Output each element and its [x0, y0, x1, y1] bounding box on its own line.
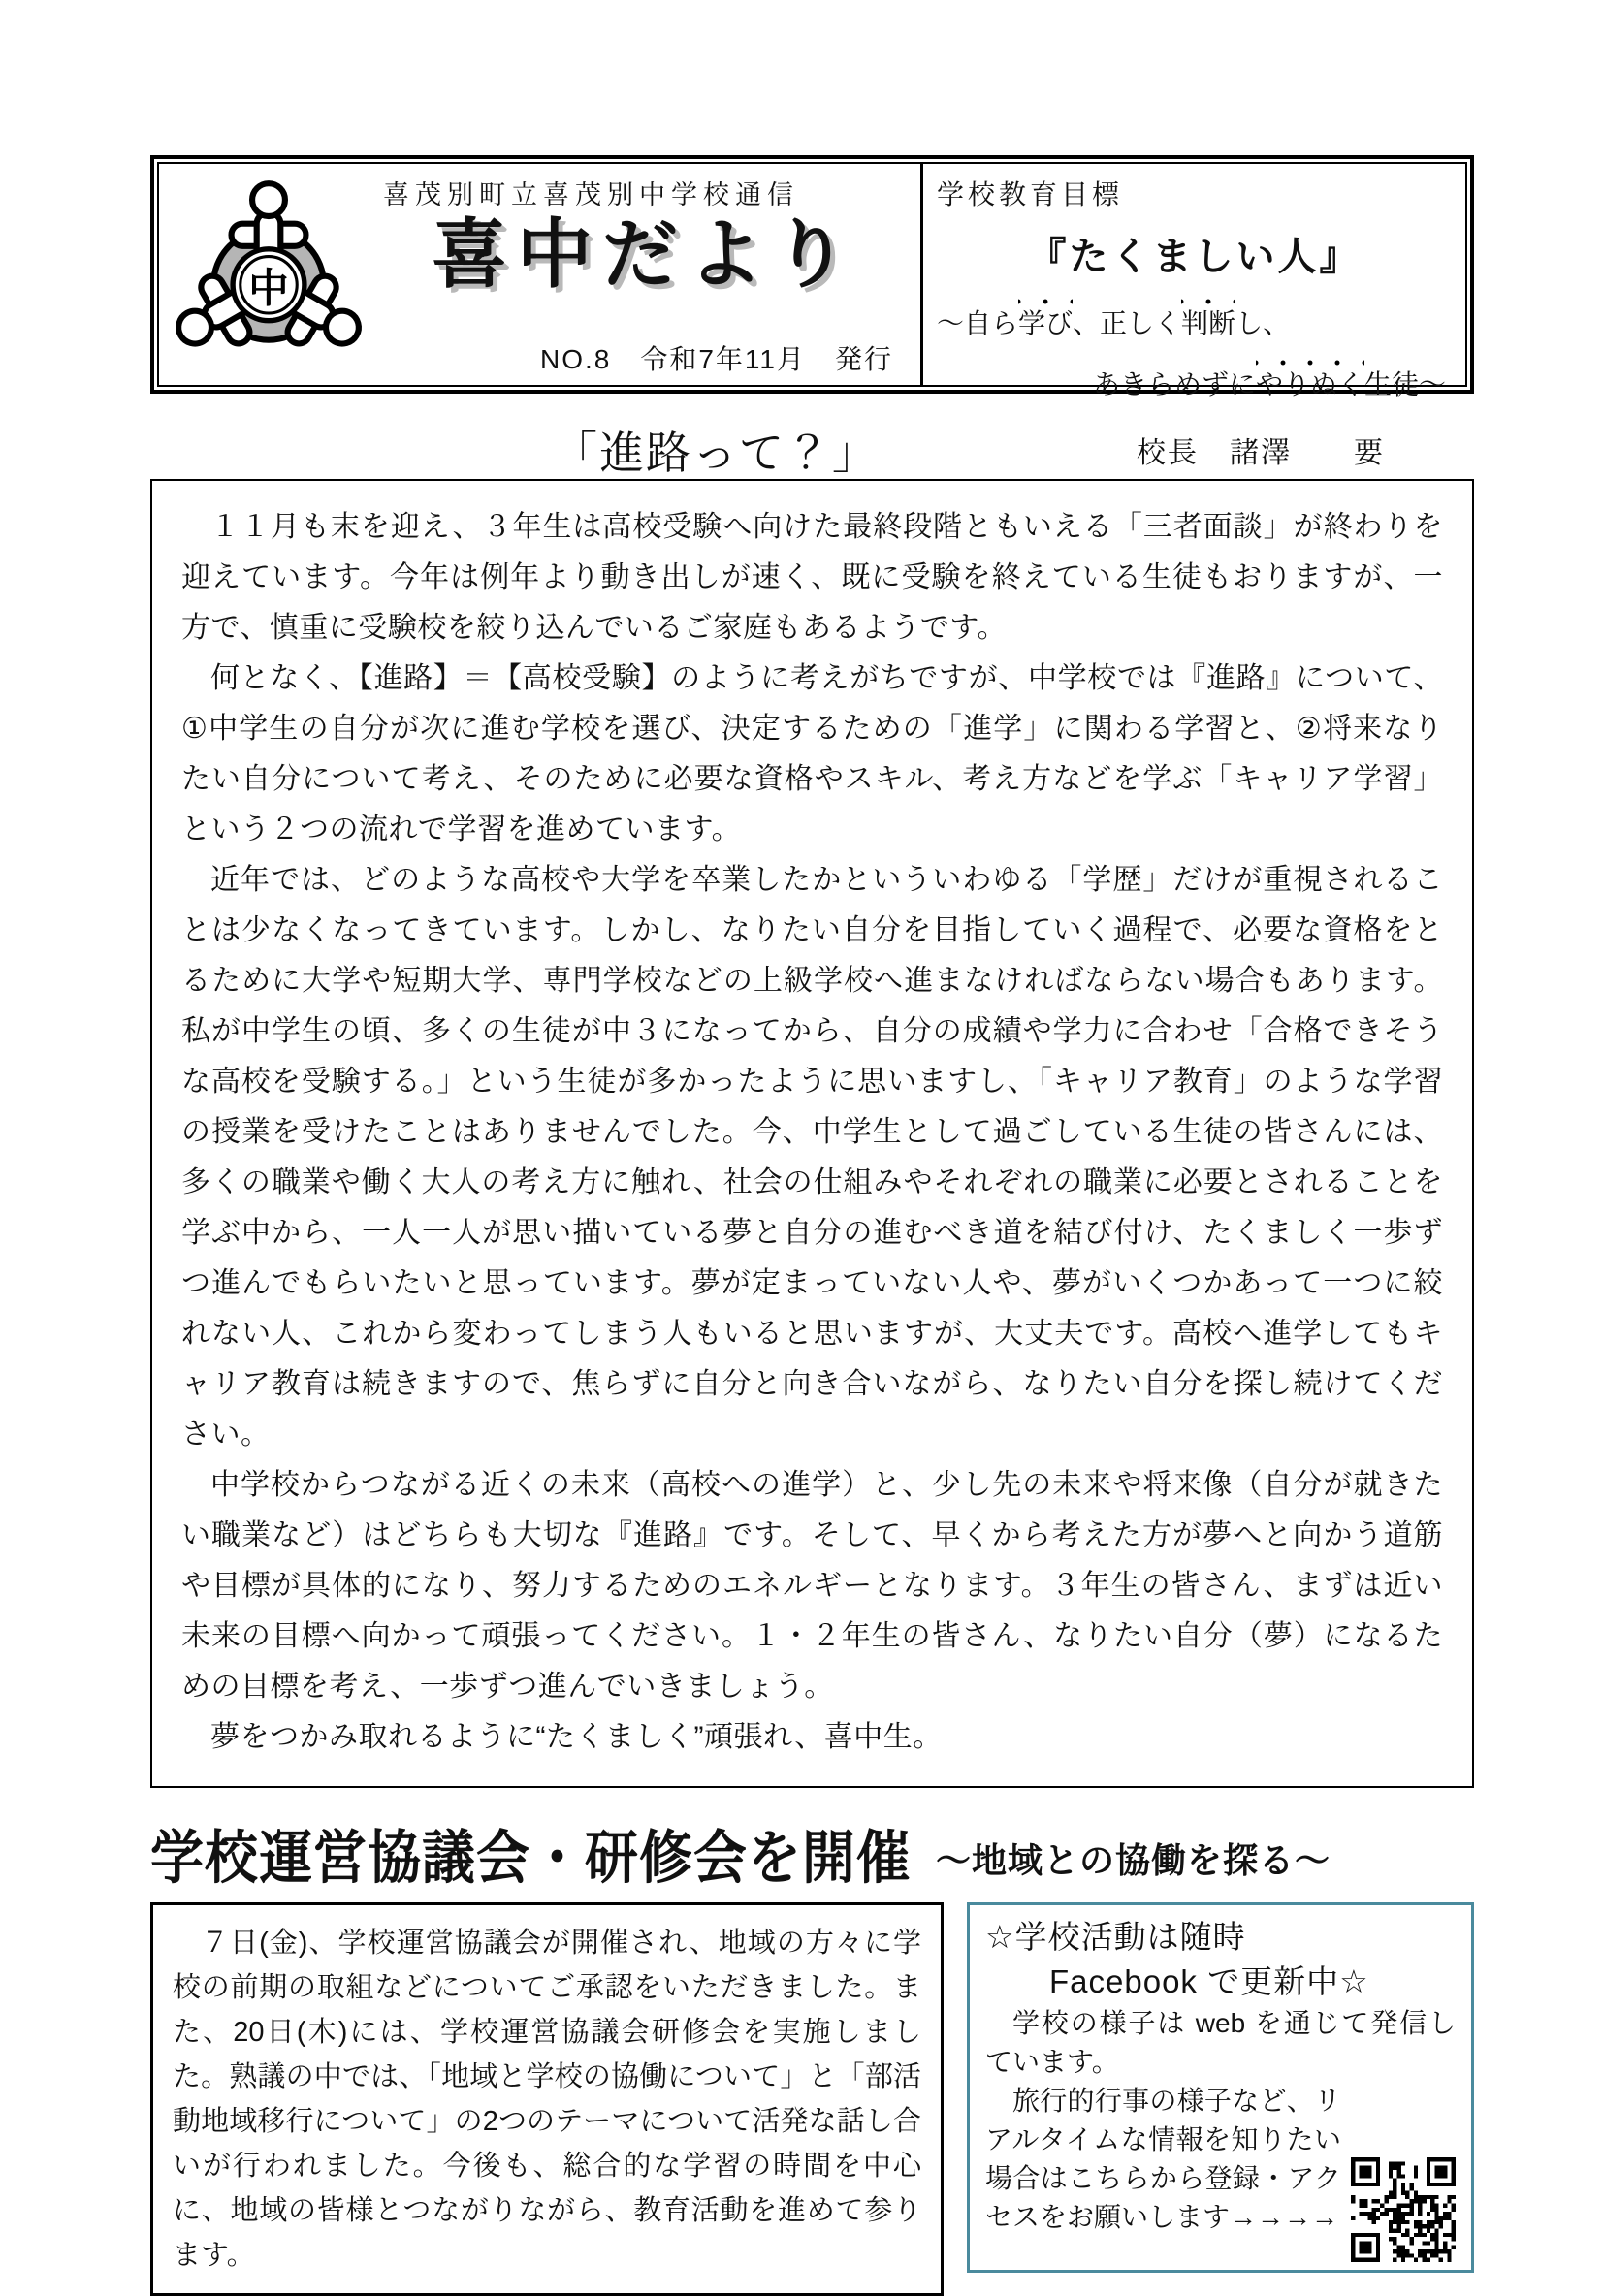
newsletter-label: 喜茂別町立喜茂別中学校通信	[383, 180, 799, 209]
goal-line-1: ～自ら学び、正しく判断し、	[937, 297, 1452, 340]
article-title: 「進路って？」	[553, 428, 879, 478]
facebook-info-box	[967, 1902, 1474, 2273]
council-report-box	[150, 1902, 944, 2296]
newsletter-title: 喜中だより	[431, 211, 858, 297]
article-paragraph: 近年では、どのような高校や大学を卒業したかといういわゆる「学歴」だけが重視されることは少なくなってきています。しかし、なりたい自分を目指していく過程で、必要な資格をとるために大学や短期大学、専門学校などの上級学校へ進まなければならない場合もあります。私が中学生の頃、多くの生徒が中３になってから、自分の成績や学力に合わせ「合格できそうな高校を受験する。」という生徒が多かったように思いますし、「キャリア教育」のような学習の授業を受けたことはありませんでした。今、中学生として過ごしている生徒の皆さんには、多くの職業や働く大人の考え方に触れ、社会の仕組みやそれぞれの職業に必要とされることを学ぶ中から、一人一人が思い描いている夢と自分の進むべき道を結び付け、たくましく一歩ずつ進んでもらいたいと思っています。夢が定まっていない人や、夢がいくつかあって一つに絞れない人、これから変わってしまう人もいると思いますが、大丈夫です。高校へ進学してもキャリア教育は続きますので、焦らずに自分と向き合いながら、なりたい自分を探し続けてください。	[181, 864, 1443, 1451]
council-report-text: ７日(金)、学校運営協議会が開催され、地域の方々に学校の前期の取組などについてご承認をいただきました。また、20日(木)には、学校運営協議会研修会を実施しました。熟議の中では、「地域と学校の協働について」と「部活動地域移行について」の2つのテーマについて活発な話し合いが行われました。今後も、総合的な学習の時間を中心に、地域の皆様とつながりながら、教育活動を進めて参ります。	[173, 1928, 921, 2271]
issue-info: NO.8 令和7年11月 発行	[540, 344, 893, 374]
section2-heading: 学校運営協議会・研修会を開催	[150, 1825, 912, 1891]
bottom-row	[150, 1902, 1474, 2296]
facebook-box-body-2: 旅行的行事の様子など、リアルタイムな情報を知りたい場合はこちらから登録・アクセスをお願いします→→→→	[985, 2082, 1456, 2237]
newsletter-page	[150, 155, 1474, 2296]
school-goal-box	[923, 164, 1465, 399]
article-paragraph: 中学校からつながる近くの未来（高校への進学）と、少し先の未来や将来像（自分が就きたい職業など）はどちらも大切な『進路』です。そして、早くから考えた方が夢へと向かう道筋や目標が具体的になり、努力するためのエネルギーとなります。３年生の皆さん、まずは近い未来の目標へ向かって頑張ってください。１・２年生の皆さん、なりたい自分（夢）になるための目標を考え、一歩ずつ進んでいきましょう。	[181, 1469, 1443, 1703]
section2-subheading: ～地域との協働を探る～	[936, 1840, 1331, 1880]
section2-heading-row	[150, 1803, 1474, 1891]
article-paragraph: 何となく、【進路】＝【高校受験】のように考えがちですが、中学校では『進路』について、①中学生の自分が次に進む学校を選び、決定するための「進学」に関わる学習と、②将来なりたい自分について考え、そのために必要な資格やスキル、考え方などを学ぶ「キャリア学習」という２つの流れで学習を進めています。	[181, 662, 1443, 845]
principal-message-box	[150, 479, 1474, 1788]
goal-line-2: あきらめずにやりぬく生徒～	[937, 358, 1452, 401]
article-paragraph: 夢をつかみ取れるように“たくましく”頑張れ、喜中生。	[210, 1721, 943, 1753]
facebook-box-title: ☆学校活動は随時 Facebook で更新中☆	[985, 1919, 1369, 1999]
svg-text:中: 中	[247, 265, 289, 311]
qr-code-icon	[1351, 2157, 1456, 2262]
masthead-inner	[157, 162, 1467, 399]
masthead-left	[159, 164, 923, 385]
goal-label: 学校教育目標	[937, 179, 1124, 209]
school-emblem-icon	[159, 173, 377, 376]
masthead	[150, 155, 1474, 399]
facebook-box-body-1: 学校の様子は web を通じて発信しています。	[985, 2008, 1456, 2077]
goal-name: 『たくましい人』	[1027, 236, 1362, 278]
article-paragraph: １１月も末を迎え、３年生は高校受験へ向けた最終段階ともいえる「三者面談」が終わりを迎えています。今年は例年より動き出しが速く、既に受験を終えている生徒もおりますが、一方で、慎重に受験校を絞り込んでいるご家庭もあるようです。	[181, 511, 1443, 644]
article-author: 校長 諸澤 要	[1137, 437, 1385, 469]
article-title-row	[150, 411, 1474, 478]
masthead-left-text	[377, 164, 920, 385]
